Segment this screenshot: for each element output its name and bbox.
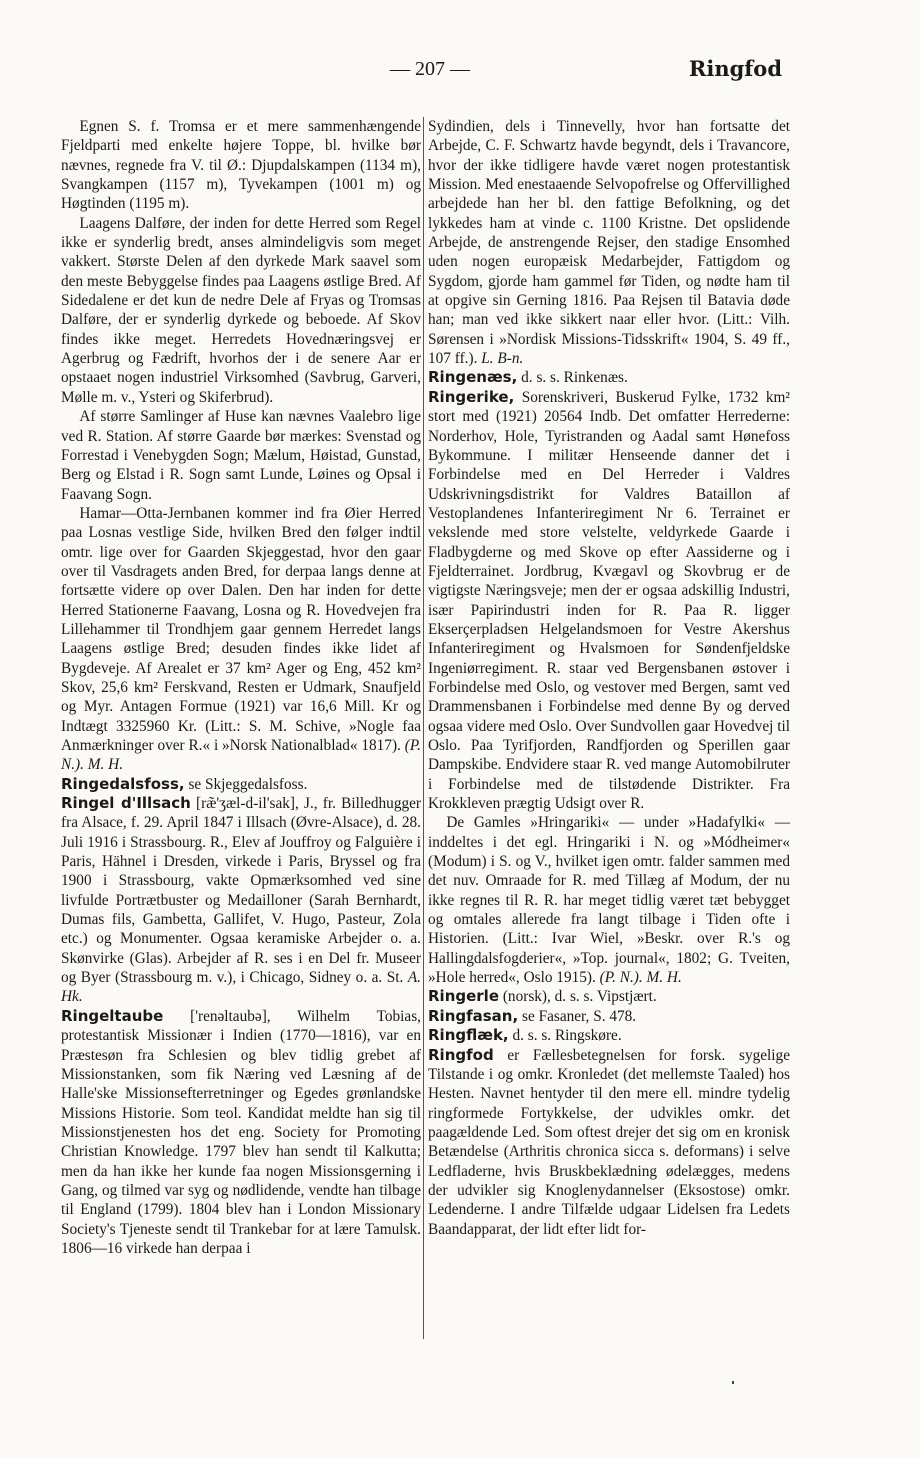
paragraph bbox=[61, 504, 421, 775]
entry-ringel-dillsach bbox=[61, 794, 421, 1007]
paragraph-text: Laagens Dalføre, der inden for dette Herred som Regel ikke er synderlig bredt, anses almindeligvis som meget vakkert. Største Delen af den dyrkede Mark saavel som den meste Bebyggelse findes paa Laagens østlige Bred. Af Sidedalene er det kun de nedre Dele af Fryas og Tromsas Dalføre, der er synderlig dyrkede og beboede. Af Skov findes ikke meget. Herredets Hovednæringsvej er Agerbrug og Fædrift, hvorhos der i de senere Aar er opstaaet nogen industriel Virksomhed (Savbrug, Garveri, Mølle m. v., Ysteri og Skiferbrud). bbox=[61, 214, 421, 406]
signature: L. B-n. bbox=[481, 350, 524, 368]
entry-ringerike bbox=[428, 388, 790, 814]
right-column bbox=[428, 117, 790, 1239]
page-number: — 207 — bbox=[390, 58, 470, 80]
print-speck bbox=[732, 1381, 734, 1384]
headword: Ringflæk, bbox=[428, 1026, 509, 1045]
signature: (P. N.). M. H. bbox=[61, 737, 422, 774]
paragraph-text: Af større Samlinger af Huse kan nævnes Vaalebro lige ved R. Station. Af større Gaarde bør mærkes: Svenstad og Forrestad i Venebygden Sogn; Mælum, Høistad, Gunstad, Berg og Elstad i R. Sogn samt Lunde, Løines og Opsal i Faavang Sogn. bbox=[61, 408, 421, 503]
paragraph-text: Egnen S. f. Tromsa er et mere sammenhængende Fjeldparti med enkelte højere Toppe, bl. hvilke bør nævnes, regnede fra V. til Ø.: Djupdalskampen (1134 m), Svangkampen (1157 m), Tyvekampen (1001 m) og Høgtinden (1195 m). bbox=[61, 118, 421, 213]
page-header bbox=[0, 58, 920, 88]
entry-text: d. s. s. Rinkenæs. bbox=[521, 369, 628, 387]
signature: A. Hk. bbox=[61, 969, 421, 1006]
headword: Ringeltaube bbox=[61, 1006, 164, 1025]
left-column bbox=[61, 117, 421, 1258]
entry-text: er Fællesbetegnelsen for forsk. sygelige Tilstande i og omkr. Kronledet (det mellemste Taaled) hos Hesten. Navnet hentyder til den mere ell. mindre tydelig ringformede Fortykkelse, der udvikles omkr. det paagældende Led. Som oftest drejer det sig om en kronisk Betændelse (Arthritis chronica sicca s. deformans) i selve Ledfladerne, hvis Bruskbeklædning ødelægges, medens der udvikler sig Knoglenydannelser (Eksostose) omkr. Ledenderne. I andre Tilfælde udgaar Lidelsen fra Ledets Baandapparat, der lidt efter lidt for- bbox=[428, 1046, 790, 1238]
headword: Ringenæs, bbox=[428, 368, 518, 387]
running-head: Ringfod bbox=[688, 56, 782, 81]
entry-text: d. s. s. Ringskøre. bbox=[512, 1027, 622, 1045]
paragraph-text: De Gamles »Hringariki« — under »Hadafylki« — inddeltes i det egl. Hringariki i N. og »Módheimer« (Modum) i S. og V., hvilket igen omtr. falder sammen med det nuv. Omraade for R. med Tillæg af Modum, der nu ikke regnes til R. R. har meget tidlig været tæt bebygget og omtales allerede fra langt tilbage i Tiden ofte i Historien. (Litt.: Ivar Wiel, »Beskr. over R.'s og Hallingdalsfogderier«, »Top. journal«, 1802; G. Tveiten, »Hole herred«, Oslo 1915). bbox=[428, 814, 790, 987]
paragraph-text: Sydindien, dels i Tinnevelly, hvor han fortsatte det Arbejde, C. F. Schwartz havde begyndt, dels i Travancore, hvor der ikke tidligere havde været nogen protestantisk Mission. Med enestaaende Selvopofrelse og Offervillighed arbejdede han her bl. den fattige Befolkning, og det lykkedes ham at vinde c. 1100 Kristne. Det opslidende Arbejde, de anstrengende Rejser, den stadige Ensomhed uden nogen europæisk Medarbejder, Fattigdom og Sygdom, gjorde ham gammel før Tiden, og nødte ham til at opgive sin Gerning 1816. Paa Rejsen til Batavia døde han; man ved ikke sikkert naar eller hvor. (Litt.: Vilh. Sørensen i »Nordisk Missions-Tidsskrift« 1904, S. 49 ff., 107 ff.). bbox=[428, 118, 790, 368]
entry-ringeltaube bbox=[61, 1007, 421, 1258]
entry-text: se Fasaner, S. 478. bbox=[522, 1007, 637, 1025]
headword: Ringfod bbox=[428, 1045, 494, 1064]
entry-ringenaes bbox=[428, 368, 790, 387]
headword: Ringerike, bbox=[428, 387, 515, 406]
column-divider bbox=[423, 117, 424, 1339]
entry-text: (norsk), d. s. s. Vipstjært. bbox=[502, 988, 657, 1006]
paragraph bbox=[61, 117, 421, 214]
paragraph bbox=[428, 117, 790, 368]
paragraph bbox=[61, 407, 421, 504]
entry-ringerle bbox=[428, 987, 790, 1006]
headword: Ringedalsfoss, bbox=[61, 774, 185, 793]
entry-text: [ræ̃'ʒæl-d-il'sak], J., fr. Billedhugger fra Alsace, f. 29. April 1847 i Illsach (Øvre-Alsace), d. 28. Juli 1916 i Strassbourg. R., Elev af Jouffroy og Falguière i Paris, Hähnel i Dresden, virkede i Paris, Bryssel og fra 1900 i Strassbourg, vakte Opmærksomhed ved sine livfulde Portrætbuster og Medailloner (Sarah Bernhardt, Dumas fils, Gambetta, Gallifet, V. Hugo, Pasteur, Zola etc.) og Monumenter. Ogsaa keramiske Arbejder o. a. Skønvirke (Glas). Arbejder af R. ses i en Del fr. Museer og Byer (Strassbourg m. v.), i Chicago, Sidney o. a. St. bbox=[61, 795, 421, 987]
entry-ringflaek bbox=[428, 1026, 790, 1045]
signature: (P. N.). M. H. bbox=[599, 969, 682, 987]
headword: Ringerle bbox=[428, 987, 499, 1006]
paragraph bbox=[428, 813, 790, 987]
entry-ringfod bbox=[428, 1046, 790, 1239]
entry-ringfasan bbox=[428, 1007, 790, 1026]
paragraph bbox=[61, 214, 421, 407]
paragraph-text: Hamar—Otta-Jernbanen kommer ind fra Øier Herred paa Losnas vestlige Side, hvilken Bred den følger indtil omtr. lige over for Gaarden Skjeggestad, hvor den gaar over til Vasdragets anden Bred, for derpaa langs denne at fortsætte videre op over Dalen. Den har inden for dette Herred Stationerne Faavang, Losna og R. Hovedvejen fra Lillehammer til Trondhjem gaar gennem Herredet langs Laagens østlige Bred; desuden findes ikke lidet af Bygdeveje. Af Arealet er 37 km² Ager og Eng, 452 km² Skov, 25,6 km² Ferskvand, Resten er Udmark, Snaufjeld og Myr. Antagen Formue (1921) var 16,6 Mill. Kr og Indtægt 3325960 Kr. (Litt.: S. M. Schive, »Nogle faa Anmærkninger over R.« i »Norsk Nationalblad« 1817). bbox=[61, 504, 421, 754]
headword: Ringel d'Illsach bbox=[61, 794, 191, 813]
entry-text: ['renəltaubə], Wilhelm Tobias, protestantisk Missionær i Indien (1770—1816), var en Præstesøn fra Schlesien og blev tidlig grebet af Missionstanken, som fik Næring ved Læsning af de Halle'ske Missionsefterretninger og Egedes grønlandske Missions Historie. Som teol. Kandidat meldte han sig til Missionstjenesten hos det eng. Society for Promoting Christian Knowledge. 1797 blev han sendt til Kalkutta; men da han ikke her kunde faa nogen Missionsgerning i Gang, og tilmed var syg og nødlidende, vendte han tilbage til England (1799). 1804 blev han i London Missionary Society's Tjeneste sendt til Trankebar for at lære Tamulsk. 1806—16 virkede han derpaa i bbox=[61, 1007, 421, 1257]
entry-ringedalsfoss bbox=[61, 775, 421, 794]
entry-text: se Skjeggedalsfoss. bbox=[188, 775, 308, 793]
headword: Ringfasan, bbox=[428, 1006, 519, 1025]
entry-text: Sorenskriveri, Buskerud Fylke, 1732 km² stort med (1921) 20564 Indb. Det omfatter Herrederne: Norderhov, Hole, Tyristranden og Aadal samt Hønefoss Bykommune. I militær Henseende danner det i Forbindelse med en Del Herreder i Valdres Udskrivningsdistrikt for Valdres Bataillon af Vestoplandenes Infanteriregiment Nr 6. Terrainet er vekslende med store velstelte, veldyrkede Gaarde i Fladbygderne og med Skove op efter Aassiderne og i Fjeldterrainet. Jordbrug, Kvægavl og Skovbrug er de vigtigste Næringsveje; men der er ogsaa adskillig Industri, især Papirindustri inden for R. Paa R. ligger Ekserçerpladsen Helgelandsmoen for Vestre Akershus Infanteriregiment og Hvalsmoen for Søndenfjeldske Ingeniørregiment. R. staar ved Bergensbanen østover i Forbindelse med Oslo, og vestover med Bergen, samt ved Drammensbanen i Forbindelse med denne By og derved ogsaa videre med Oslo. Over Sundvollen gaar Hovedvej til Oslo. Paa Tyrifjorden, Randfjorden og Sperillen gaar Dampskibe. Endvidere staar R. ved mange Automobilruter i Forbindelse med de tilstødende Distrikter. Fra Krokkleven prægtig Udsigt over R. bbox=[428, 388, 790, 813]
